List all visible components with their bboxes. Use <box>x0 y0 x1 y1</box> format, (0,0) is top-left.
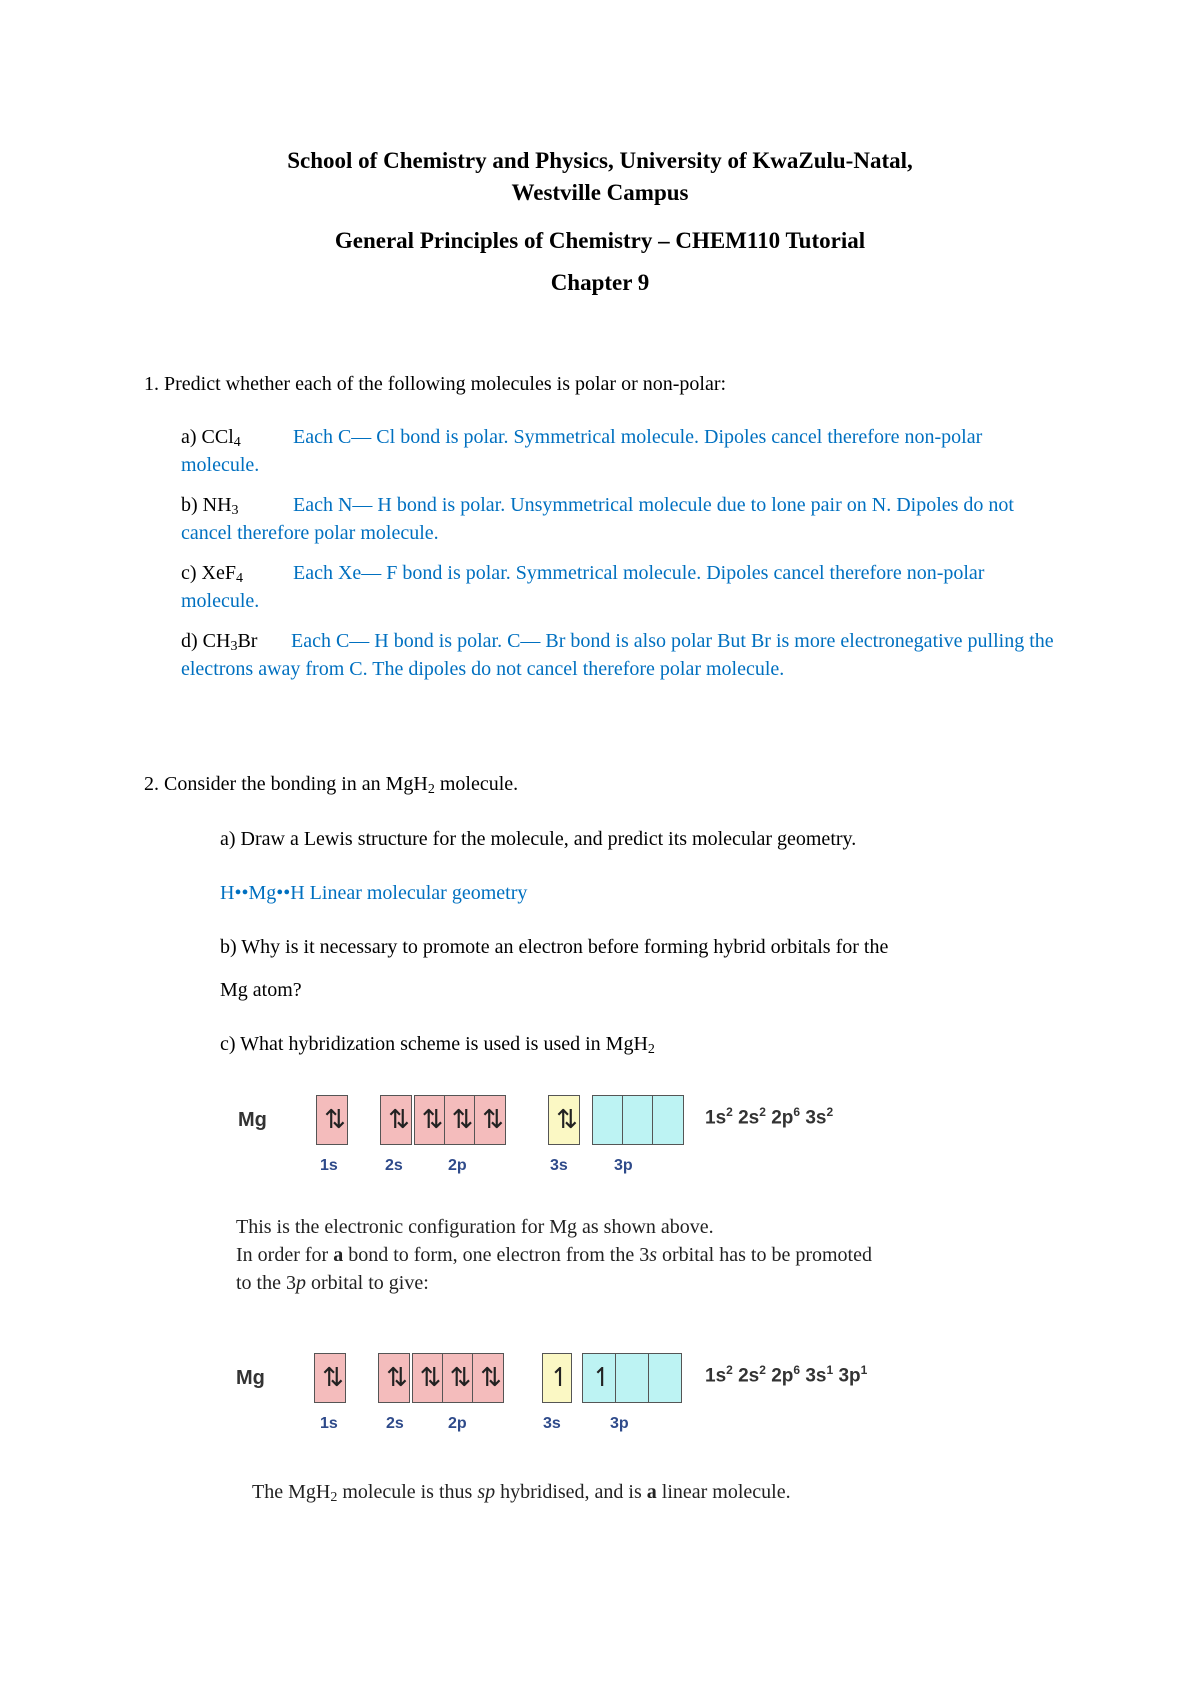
orbital-box: ↿ <box>549 1363 565 1393</box>
question-2c: c) What hybridization scheme is used is used in MgH$_2$ <box>220 1033 655 1057</box>
label-3p: 3p <box>614 1157 633 1174</box>
orbital-box: ⇅ <box>445 1096 475 1144</box>
header-campus: Westville Campus <box>511 180 689 205</box>
orbital-2s <box>378 1353 410 1403</box>
orbital-3s <box>548 1095 580 1145</box>
q1-item-b-label: b) $NH_3$ <box>181 494 239 518</box>
label-1s: 1s <box>320 1157 338 1174</box>
header-institution: School of Chemistry and Physics, University of KwaZulu-Natal, <box>287 148 913 173</box>
orbital-box <box>616 1354 648 1402</box>
orbital-box: ⇅ <box>388 1105 404 1135</box>
orbital-box: ⇅ <box>415 1096 445 1144</box>
q1-item-c <box>181 559 1061 615</box>
element-symbol: Mg <box>236 1367 265 1389</box>
explanation-line-2: In order for a bond to form, one electron from the 3s orbital has to be promoted <box>236 1244 872 1266</box>
conclusion: The MgH$_2$ molecule is thus sp hybridised, and is a linear molecule. <box>252 1481 791 1505</box>
orbital-diagram-ground-state <box>230 1085 930 1185</box>
chapter-title: Chapter 9 <box>550 270 650 295</box>
orbital-box <box>649 1354 681 1402</box>
course-title: General Principles of Chemistry – CHEM110 Tutorial <box>334 228 866 253</box>
orbital-2p <box>414 1095 506 1145</box>
q1-item-d-answer: Each C— H bond is polar. C— Br bond is also polar But Br is more electronegative pulling the electrons away from C. The dipoles do not cancel therefore polar molecule. <box>181 630 1054 680</box>
orbital-3s <box>542 1353 572 1403</box>
orbital-3p <box>582 1353 682 1403</box>
orbital-diagram-promoted-state <box>230 1343 930 1443</box>
orbital-box <box>653 1096 683 1144</box>
question-2-prompt: 2. Consider the bonding in an MgH$_2$ molecule. <box>144 773 519 797</box>
orbital-box <box>623 1096 653 1144</box>
label-1s: 1s <box>320 1415 338 1432</box>
orbital-box: ⇅ <box>413 1354 443 1402</box>
orbital-box: ⇅ <box>482 1105 498 1135</box>
question-2b-line2: Mg atom? <box>220 979 302 1001</box>
orbital-box: ⇅ <box>322 1363 338 1393</box>
orbital-1s <box>316 1095 348 1145</box>
label-2p: 2p <box>448 1157 467 1174</box>
q1-item-a-answer: Each C— Cl bond is polar. Symmetrical molecule. Dipoles cancel therefore non-polar molecule. <box>181 426 983 476</box>
label-2s: 2s <box>385 1157 403 1174</box>
q1-item-a-label: a) CCl$_4$ <box>181 426 241 450</box>
orbital-box <box>593 1096 623 1144</box>
explanation-line-1: This is the electronic configuration for Mg as shown above. <box>236 1216 714 1238</box>
orbital-box: ⇅ <box>556 1105 572 1135</box>
explanation-line-3: to the 3p orbital to give: <box>236 1272 429 1294</box>
orbital-3p <box>592 1095 684 1145</box>
question-2a: a) Draw a Lewis structure for the molecule, and predict its molecular geometry. <box>220 828 857 850</box>
orbital-box: ↿ <box>583 1354 616 1402</box>
orbital-2s <box>380 1095 412 1145</box>
electron-configuration: $1s^2$ $2s^2$ $2p^6$ $3s^1$ $3p^1$ <box>705 1363 868 1387</box>
question-2a-answer: H••Mg••H Linear molecular geometry <box>220 882 528 904</box>
label-3p: 3p <box>610 1415 629 1432</box>
label-3s: 3s <box>543 1415 561 1432</box>
q1-item-b <box>181 491 1061 547</box>
element-symbol: Mg <box>238 1109 267 1131</box>
electron-configuration: $1s^2$ $2s^2$ $2p^6$ $3s^2$ <box>705 1105 834 1129</box>
question-2b-line1: b) Why is it necessary to promote an electron before forming hybrid orbitals for the <box>220 936 889 958</box>
q1-item-c-label: c) XeF$_4$ <box>181 562 243 586</box>
orbital-box: ⇅ <box>324 1105 340 1135</box>
label-2s: 2s <box>386 1415 404 1432</box>
q1-item-a <box>181 423 1061 479</box>
question-1-prompt: 1. Predict whether each of the following molecules is polar or non-polar: <box>144 373 727 395</box>
label-2p: 2p <box>448 1415 467 1432</box>
q1-item-b-answer: Each N— H bond is polar. Unsymmetrical molecule due to lone pair on N. Dipoles do not cancel therefore polar molecule. <box>181 494 1014 544</box>
q1-item-c-answer: Each Xe— F bond is polar. Symmetrical molecule. Dipoles cancel therefore non-polar molecule. <box>181 562 985 612</box>
orbital-box: ⇅ <box>480 1363 496 1393</box>
orbital-box: ⇅ <box>443 1354 473 1402</box>
orbital-box: ⇅ <box>386 1363 402 1393</box>
q1-item-d-label: d) $CH_3Br$ <box>181 630 258 654</box>
label-3s: 3s <box>550 1157 568 1174</box>
orbital-1s <box>314 1353 346 1403</box>
q1-item-d <box>181 627 1061 683</box>
orbital-2p <box>412 1353 504 1403</box>
